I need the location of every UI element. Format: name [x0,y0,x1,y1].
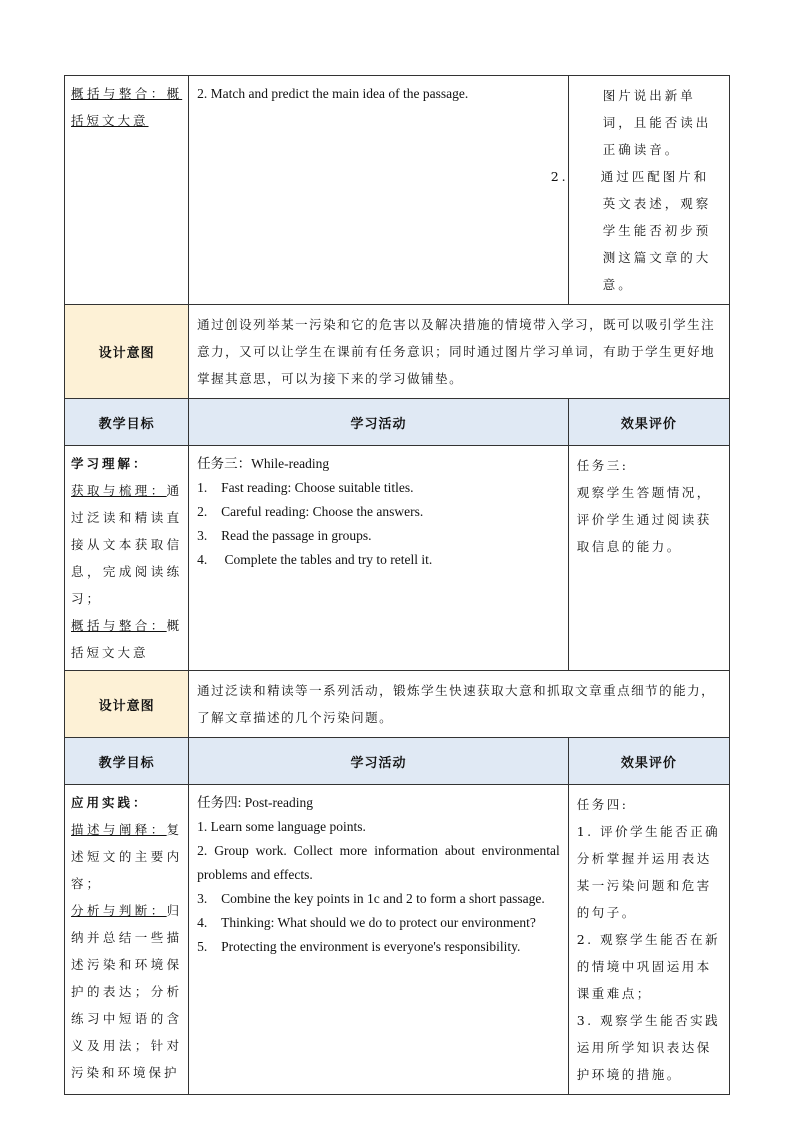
design-intent-label: 设计意图 [65,305,189,399]
activity-cell [189,76,569,305]
goal-text: 概括与整合：概括短文大意 [71,86,183,128]
goal-label: 描述与阐释： [71,822,167,837]
item-text: Learn some language points. [210,819,366,834]
goal-title: 应用实践： [71,795,149,810]
list-item [197,524,560,548]
eval-item: 2. 观察学生能否在新的情境中巩固运用本课重难点； [576,932,721,1001]
item-number: 2. [197,504,208,519]
goal-cell [65,446,189,671]
table-header-row [65,738,730,785]
item-text: Protecting the environment is everyone's responsibility. [221,939,521,954]
item-text: Fast reading: Choose suitable titles. [221,480,414,495]
task-title: 任务三：While-reading [197,456,330,471]
header-eval: 效果评价 [568,738,729,785]
table-row [65,785,730,1095]
goal-cell [65,785,189,1095]
eval-continuation: 图片说出新单词，且能否读出正确读音。 [602,88,712,157]
item-number: 4. [197,552,208,567]
goal-text: 归纳并总结一些描述污染和环境保护的表达；分析练习中短语的含义及用法；针对污染和环境保护 [71,903,183,1080]
activity-item: 2. Match and predict the main idea of the passage. [197,86,469,101]
design-intent-text: 通过泛读和精读等一系列活动，锻炼学生快速获取大意和抓取文章重点细节的能力，了解文章描述的几个污染问题。 [189,671,730,738]
item-text: Careful reading: Choose the answers. [221,504,424,519]
goal-cell [65,76,189,305]
table-row [65,76,730,305]
header-activity: 学习活动 [189,738,569,785]
table-row [65,305,730,399]
item-number: 5. [197,939,208,954]
design-intent-text: 通过创设列举某一污染和它的危害以及解决措施的情境带入学习，既可以吸引学生注意力，又可以让学生在课前有任务意识；同时通过图片学习单词，有助于学生更好地掌握其意思，可以为接下来的学习做铺垫。 [189,305,730,399]
list-item [197,911,560,935]
item-number: 1. [197,819,208,834]
list-item [197,500,560,524]
list-item [197,935,560,959]
eval-title: 任务四: [576,797,629,812]
item-text: Combine the key points in 1c and 2 to form a short passage. [221,891,545,906]
activity-cell [189,785,569,1095]
design-intent-label: 设计意图 [65,671,189,738]
table-row [65,446,730,671]
eval-item: 3. 观察学生能否实践运用所学知识表达保护环境的措施。 [576,1013,721,1082]
header-goal: 教学目标 [65,399,189,446]
eval-item: 1. 评价学生能否正确分析掌握并运用表达某一污染问题和危害的句子。 [576,824,721,920]
goal-label: 获取与梳理： [71,483,167,498]
item-text: Group work. Collect more information about environmental problems and effects. [197,843,560,882]
item-text: Thinking: What should we do to protect our environment? [221,915,536,930]
item-text: Read the passage in groups. [221,528,372,543]
table-header-row [65,399,730,446]
task-title: 任务四: Post-reading [197,795,314,810]
item-number: 3. [197,528,208,543]
list-item [197,548,560,572]
goal-title: 学习理解： [71,456,149,471]
list-item [197,815,560,839]
eval-text: 观察学生答题情况，评价学生通过阅读获取信息的能力。 [576,485,712,554]
item-number: 1. [197,480,208,495]
eval-title: 任务三: [576,458,629,473]
list-item [197,887,560,911]
header-activity: 学习活动 [189,399,569,446]
goal-label: 概括与整合： [71,618,167,633]
eval-item-text: 通过匹配图片和英文表述，观察学生能否初步预测这篇文章的大意。 [600,169,712,292]
goal-text: 通过泛读和精读直接从文本获取信息，完成阅读练习； [71,483,183,606]
item-number: 2. [197,843,208,858]
eval-item-number: 2. [550,169,569,184]
eval-cell [568,446,729,671]
item-number: 3. [197,891,208,906]
eval-item [550,163,721,298]
table-row [65,671,730,738]
list-item [197,839,560,887]
activity-cell [189,446,569,671]
header-goal: 教学目标 [65,738,189,785]
list-item [197,476,560,500]
eval-cell [568,785,729,1095]
item-number: 4. [197,915,208,930]
lesson-plan-table [64,75,730,1095]
item-text: Complete the tables and try to retell it. [221,552,433,567]
eval-cell [550,76,729,305]
header-eval: 效果评价 [568,399,729,446]
goal-label: 分析与判断： [71,903,167,918]
goal-text: 复述短文的主要内容； [71,822,183,891]
goal-text: 概括短文大意 [71,618,183,660]
